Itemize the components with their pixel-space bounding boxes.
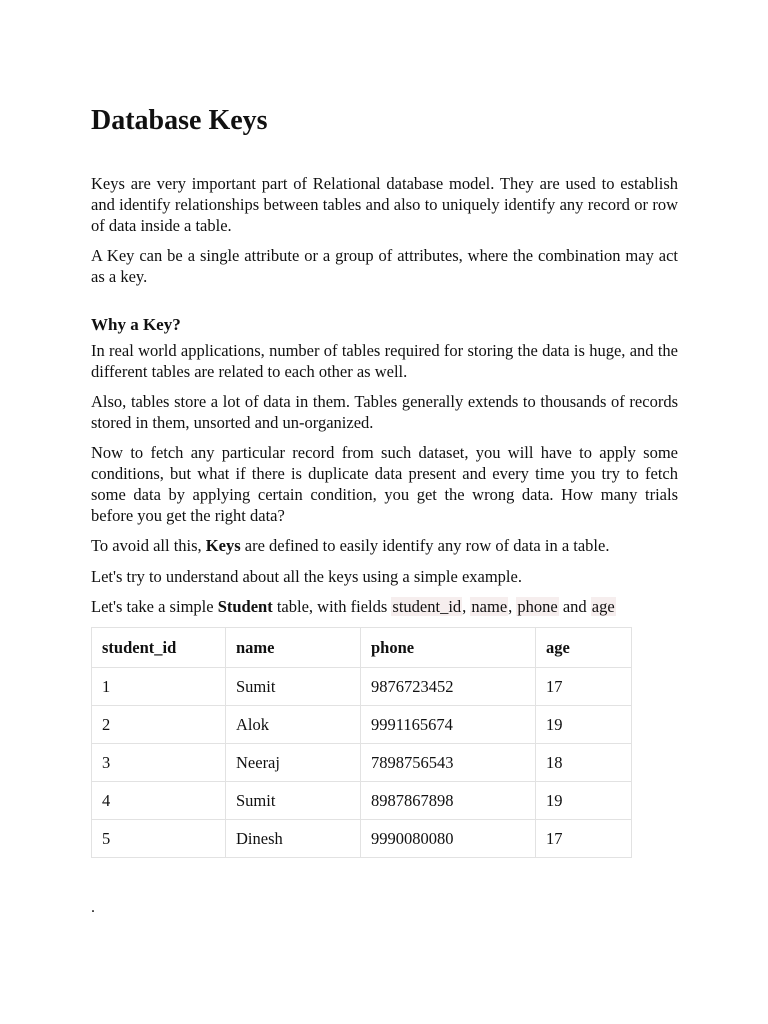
why-paragraph-1: In real world applications, number of tables required for storing the data is huge, and the different tables are related to each other as well. — [91, 341, 678, 381]
why-paragraph-2: Also, tables store a lot of data in them. Tables generally extends to thousands of records stored in them, unsorted and un-organized. — [91, 392, 678, 432]
field-code-student-id: student_id — [392, 597, 462, 616]
avoid-text-after: are defined to easily identify any row of data in a table. — [240, 536, 610, 555]
table-header-row — [92, 628, 632, 668]
table-row — [92, 668, 632, 706]
student-table — [91, 627, 632, 858]
cell-student-id: 4 — [92, 782, 226, 820]
why-paragraph-3: Now to fetch any particular record from such dataset, you will have to apply some conditions, but what if there is duplicate data present and every time you try to fetch some data by applying certain condition, you get the wrong data. How many trials before you get the right data? — [91, 443, 678, 525]
cell-name: Dinesh — [226, 820, 361, 858]
cell-age: 17 — [536, 668, 632, 706]
avoid-keyword-keys: Keys — [205, 536, 241, 555]
intro-paragraph-2: A Key can be a single attribute or a group of attributes, where the combination may act as a key. — [91, 246, 678, 286]
column-header-age: age — [536, 628, 632, 668]
cell-phone: 9990080080 — [361, 820, 536, 858]
example-paragraph — [91, 596, 616, 617]
page-title: Database Keys — [91, 105, 268, 136]
column-header-student-id: student_id — [92, 628, 226, 668]
avoid-text-before: To avoid all this, — [91, 536, 206, 555]
cell-phone: 9991165674 — [361, 706, 536, 744]
example-text-middle: table, with fields — [272, 597, 392, 616]
try-paragraph: Let's try to understand about all the keys using a simple example. — [91, 567, 522, 586]
table-row — [92, 744, 632, 782]
example-separator-3: and — [558, 597, 591, 616]
cell-phone: 7898756543 — [361, 744, 536, 782]
table-row — [92, 820, 632, 858]
cell-student-id: 2 — [92, 706, 226, 744]
example-separator-1: , — [462, 597, 471, 616]
trailing-period: . — [91, 899, 95, 916]
cell-name: Sumit — [226, 668, 361, 706]
column-header-phone: phone — [361, 628, 536, 668]
cell-age: 19 — [536, 706, 632, 744]
avoid-paragraph — [91, 535, 609, 556]
cell-age: 17 — [536, 820, 632, 858]
example-separator-2: , — [508, 597, 517, 616]
table-row — [92, 782, 632, 820]
column-header-name: name — [226, 628, 361, 668]
cell-name: Alok — [226, 706, 361, 744]
cell-phone: 9876723452 — [361, 668, 536, 706]
cell-student-id: 3 — [92, 744, 226, 782]
cell-student-id: 5 — [92, 820, 226, 858]
cell-age: 19 — [536, 782, 632, 820]
cell-phone: 8987867898 — [361, 782, 536, 820]
example-text-before: Let's take a simple — [91, 597, 218, 616]
cell-name: Sumit — [226, 782, 361, 820]
field-code-age: age — [591, 597, 615, 616]
cell-name: Neeraj — [226, 744, 361, 782]
section-heading-why-a-key: Why a Key? — [91, 315, 181, 334]
table-row — [92, 706, 632, 744]
field-code-name: name — [471, 597, 508, 616]
example-keyword-student: Student — [217, 597, 273, 616]
intro-paragraph-1: Keys are very important part of Relational database model. They are used to establish and identify relationships between tables and also to uniquely identify any record or row of data inside a table. — [91, 174, 678, 235]
field-code-phone: phone — [517, 597, 558, 616]
cell-student-id: 1 — [92, 668, 226, 706]
cell-age: 18 — [536, 744, 632, 782]
